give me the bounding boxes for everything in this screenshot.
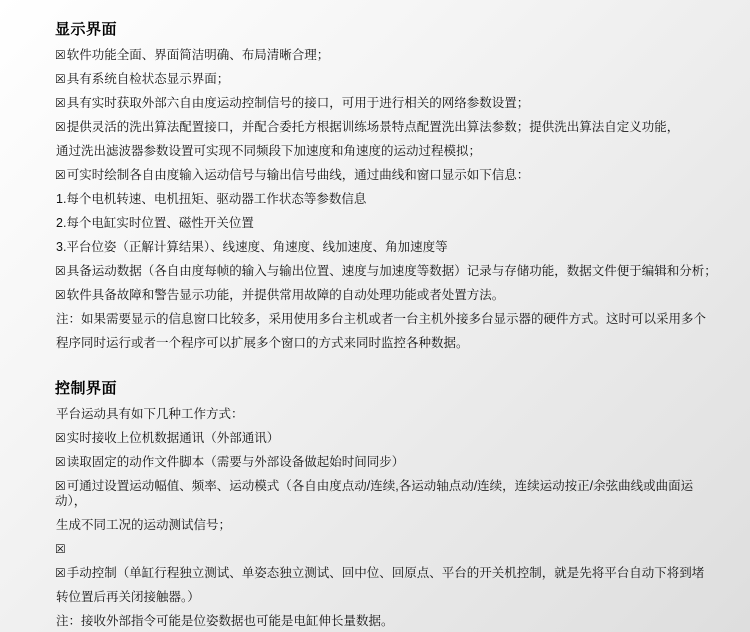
checkbox-icon: ☒ <box>55 566 66 580</box>
document-line <box>55 72 720 87</box>
line-text: 生成不同工况的运动测试信号； <box>56 518 232 532</box>
checkbox-icon: ☒ <box>55 72 66 86</box>
document-line <box>55 590 720 605</box>
line-text: 转位置后再关闭接触器。） <box>56 590 200 604</box>
document-line <box>55 120 720 135</box>
document-line <box>55 407 720 422</box>
line-text: 可通过设置运动幅值、频率、运动模式（各自由度点动/连续,各运动轴点动/连续，连续运动按正/余弦曲线或曲面运动）， <box>55 479 694 508</box>
document-line <box>55 240 720 255</box>
checkbox-icon: ☒ <box>55 168 66 182</box>
checkbox-icon: ☒ <box>55 542 66 556</box>
document-note <box>55 614 720 629</box>
document-note <box>55 312 720 327</box>
checkbox-icon: ☒ <box>55 288 66 302</box>
line-text: 程序同时运行或者一个程序可以扩展多个窗口的方式来同时监控各种数据。 <box>56 336 469 350</box>
line-text: 注：接收外部指令可能是位姿数据也可能是电缸伸长量数据。 <box>56 614 394 628</box>
checkbox-icon: ☒ <box>55 431 66 445</box>
line-text: 可实时绘制各自由度输入运动信号与输出信号曲线，通过曲线和窗口显示如下信息： <box>66 168 530 182</box>
section-title-display: 显示界面 <box>55 21 118 38</box>
checkbox-icon: ☒ <box>55 120 66 134</box>
document-line <box>55 48 720 63</box>
document-line <box>55 518 720 533</box>
line-text: 具备运动数据（各自由度每帧的输入与输出位置、速度与加速度等数据）记录与存储功能，数据文件便于编辑和分析； <box>66 264 717 278</box>
line-text: 具有实时获取外部六自由度运动控制信号的接口，可用于进行相关的网络参数设置； <box>66 96 530 110</box>
line-text: 注：如果需要显示的信息窗口比较多，采用使用多台主机或者一台主机外接多台显示器的硬件方式。这时可以采用多个 <box>56 312 707 326</box>
line-text: 1.每个电机转速、电机扭矩、驱动器工作状态等参数信息 <box>56 192 367 206</box>
document-line <box>55 431 720 446</box>
document-line <box>55 566 720 581</box>
line-text: 通过洗出滤波器参数设置可实现不同频段下加速度和角速度的运动过程模拟； <box>56 144 482 158</box>
line-text: 软件功能全面、界面简洁明确、布局清晰合理； <box>66 48 330 62</box>
document-line <box>55 479 720 509</box>
document-line <box>55 96 720 111</box>
document-note <box>55 336 720 351</box>
checkbox-icon: ☒ <box>55 48 66 62</box>
line-text: 读取固定的动作文件脚本（需要与外部设备做起始时间同步） <box>66 455 405 469</box>
checkbox-icon: ☒ <box>55 479 66 493</box>
line-text: 提供灵活的洗出算法配置接口，并配合委托方根据训练场景特点配置洗出算法参数；提供洗出算法自定义功能， <box>66 120 680 134</box>
document-line <box>55 192 720 207</box>
line-text: 具有系统自检状态显示界面； <box>66 72 230 86</box>
line-text: 2.每个电缸实时位置、磁性开关位置 <box>56 216 254 230</box>
document-line <box>55 455 720 470</box>
line-text: 手动控制（单缸行程独立测试、单姿态独立测试、回中位、回原点、平台的开关机控制，就是先将平台自动下将到堵 <box>66 566 705 580</box>
line-text: 3.平台位姿（正解计算结果）、线速度、角速度、线加速度、角加速度等 <box>56 240 448 254</box>
document-line <box>55 542 720 557</box>
section-title-control: 控制界面 <box>55 380 118 397</box>
document-line <box>55 264 720 279</box>
document-line <box>55 288 720 303</box>
checkbox-icon: ☒ <box>55 264 66 278</box>
line-text: 实时接收上位机数据通讯（外部通讯） <box>66 431 280 445</box>
line-text: 平台运动具有如下几种工作方式： <box>56 407 244 421</box>
checkbox-icon: ☒ <box>55 455 66 469</box>
line-text: 软件具备故障和警告显示功能，并提供常用故障的自动处理功能或者处置方法。 <box>66 288 505 302</box>
document-line <box>55 144 720 159</box>
document-line <box>55 216 720 231</box>
document-line <box>55 168 720 183</box>
checkbox-icon: ☒ <box>55 96 66 110</box>
